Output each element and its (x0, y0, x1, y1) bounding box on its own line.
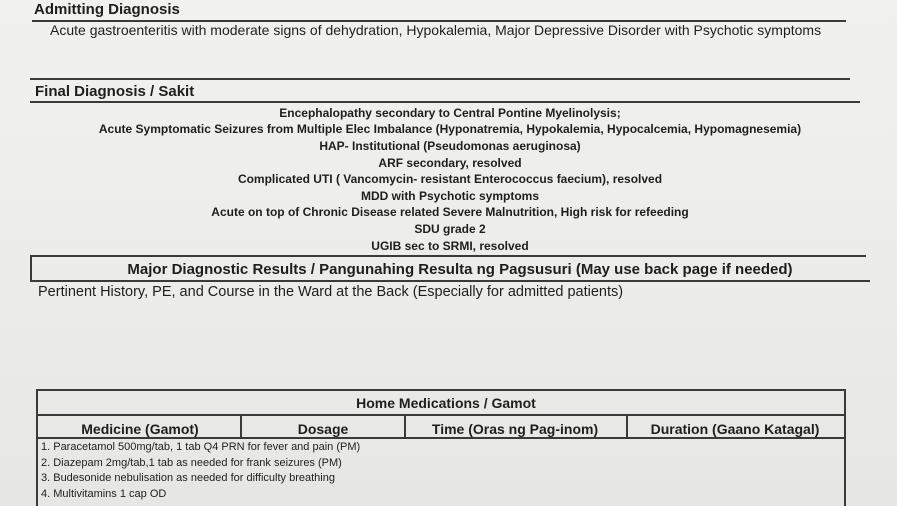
final-diagnosis-line: UGIB sec to SRMI, resolved (371, 239, 529, 253)
divider (30, 101, 860, 103)
divider (30, 255, 866, 257)
final-diagnosis-line: ARF secondary, resolved (378, 156, 522, 170)
admitting-diagnosis-text: Acute gastroenteritis with moderate signs of dehydration, Hypokalemia, Major Depressive Disorder with Psychotic symptoms (50, 22, 822, 38)
divider (36, 414, 844, 416)
final-diagnosis-line: Encephalopathy secondary to Central Pontine Myelinolysis; (279, 106, 621, 120)
medication-item: 3. Budesonide nebulisation as needed for difficulty breathing (41, 472, 335, 484)
major-diagnostic-header: Major Diagnostic Results / Pangunahing Resulta ng Pagsusuri (May use back page if needed) (127, 261, 793, 278)
admitting-diagnosis-header: Admitting Diagnosis (34, 1, 180, 18)
divider (30, 78, 850, 80)
column-header-duration: Duration (Gaano Katagal) (650, 421, 820, 437)
divider (36, 437, 844, 439)
final-diagnosis-line: HAP- Institutional (Pseudomonas aeruginosa) (319, 139, 581, 153)
column-header-time: Time (Oras ng Pag-inom) (431, 421, 599, 437)
medication-item: 2. Diazepam 2mg/tab,1 tab as needed for frank seizures (PM) (41, 457, 342, 469)
pertinent-history-text: Pertinent History, PE, and Course in the Ward at the Back (Especially for admitted patients) (38, 284, 624, 300)
final-diagnosis-line: Acute Symptomatic Seizures from Multiple Elec Imbalance (Hyponatremia, Hypokalemia, Hypocalcemia, Hypomagnesemia) (98, 122, 802, 136)
home-medications-header: Home Medications / Gamot (356, 395, 536, 411)
medication-item: 4. Multivitamins 1 cap OD (41, 488, 167, 500)
column-header-medicine: Medicine (Gamot) (81, 421, 199, 437)
medication-item: 1. Paracetamol 500mg/tab, 1 tab Q4 PRN for fever and pain (PM) (41, 441, 361, 453)
column-header-dosage: Dosage (297, 421, 349, 437)
final-diagnosis-header: Final Diagnosis / Sakit (35, 83, 195, 100)
final-diagnosis-line: MDD with Psychotic symptoms (360, 189, 540, 203)
divider (30, 280, 870, 282)
final-diagnosis-line: Complicated UTI ( Vancomycin- resistant Enterococcus faecium), resolved (237, 172, 663, 186)
final-diagnosis-line: Acute on top of Chronic Disease related Severe Malnutrition, High risk for refeeding (211, 205, 689, 219)
divider (36, 389, 844, 391)
final-diagnosis-line: SDU grade 2 (414, 222, 486, 236)
